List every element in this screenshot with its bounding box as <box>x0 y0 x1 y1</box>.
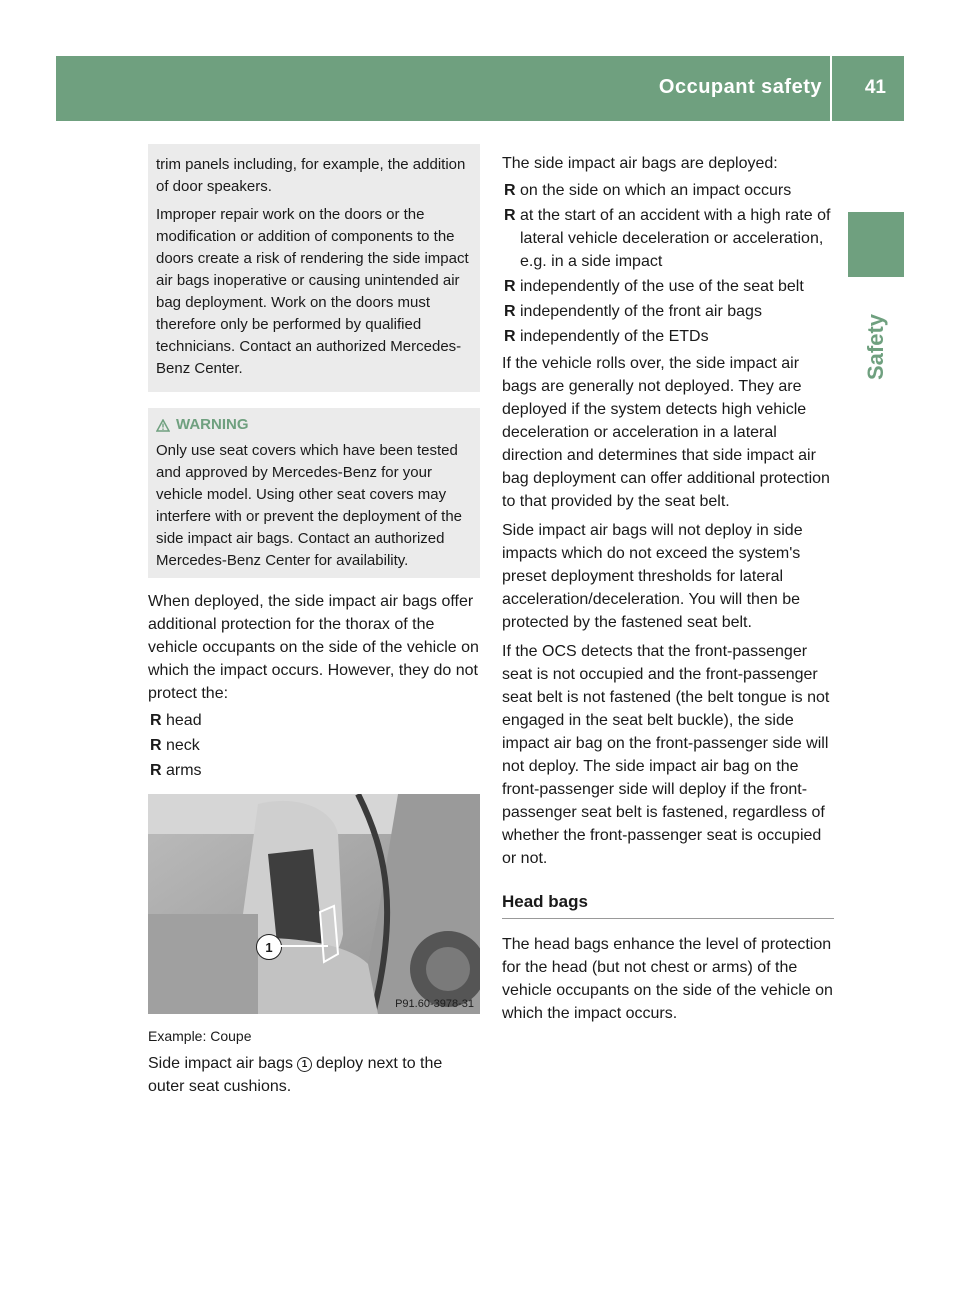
bullet-marker: R <box>150 737 162 754</box>
list-item: R on the side on which an impact occurs <box>502 179 834 202</box>
callout-number-icon: 1 <box>297 1057 312 1072</box>
callout-leader-line <box>280 945 316 947</box>
bullet-marker: R <box>150 712 162 729</box>
deployment-conditions-list <box>502 179 834 348</box>
figure-code: P91.60-3978-31 <box>395 998 474 1010</box>
header-title: Occupant safety <box>658 76 822 98</box>
left-column <box>148 144 480 1098</box>
list-item: R arms <box>148 759 480 782</box>
notice-box <box>148 144 480 392</box>
page-header-bar <box>56 56 904 121</box>
section-heading-head-bags: Head bags <box>502 892 834 919</box>
seat-photo-figure <box>148 794 480 1014</box>
warning-box <box>148 408 480 578</box>
bullet-marker: R <box>504 303 516 320</box>
deploy-intro: The side impact air bags are deployed: <box>502 155 778 172</box>
bullet-marker: R <box>504 207 516 224</box>
warning-heading <box>156 414 472 436</box>
side-airbag-location-text: Side impact air bags 1 deploy next to the outer seat cushions. <box>148 1055 443 1095</box>
list-item: R head <box>148 709 480 732</box>
car-seat-illustration <box>148 794 480 1014</box>
page-number: 41 <box>864 77 886 98</box>
header-divider <box>830 56 832 121</box>
list-item: R neck <box>148 734 480 757</box>
thresholds-paragraph: Side impact air bags will not deploy in side impacts which do not exceed the system's preset deployment thresholds for lateral acceleration/deceleration. You will then be protected by the fastened seat belt. <box>502 522 803 631</box>
warning-label: WARNING <box>176 416 249 433</box>
not-protected-list <box>148 709 480 782</box>
bullet-marker: R <box>150 762 162 779</box>
ocs-paragraph: If the OCS detects that the front-passenger seat is not occupied and the front-passenger seat belt is not fastened (the belt tongue is not engaged in the seat belt buckle), the side impact air bag on the front-passenger side will not deploy. The side impact air bag on the front-passenger side will deploy if the front-passenger seat belt is fastened, regardless of whether the front-passenger seat is occupied or not. <box>502 643 830 867</box>
bullet-marker: R <box>504 328 516 345</box>
rollover-paragraph: If the vehicle rolls over, the side impact air bags are generally not deployed. They are deployed if the system detects high vehicle deceleration or acceleration in a lateral direction and determines that side impact air bag deployment can offer additional protection to that provided by the seat belt. <box>502 355 830 510</box>
notice-paragraph-1: trim panels including, for example, the addition of door speakers. <box>156 156 466 195</box>
list-item: R independently of the ETDs <box>502 325 834 348</box>
list-item: R at the start of an accident with a high rate of lateral vehicle deceleration or acceleration, e.g. in a side impact <box>502 204 834 273</box>
bullet-marker: R <box>504 182 516 199</box>
head-bags-paragraph: The head bags enhance the level of protection for the head (but not chest or arms) of the vehicle occupants on the side of the vehicle on which the impact occurs. <box>502 936 833 1022</box>
figure-caption: Example: Coupe <box>148 1028 252 1044</box>
right-column <box>502 152 834 1025</box>
bullet-marker: R <box>504 278 516 295</box>
warning-text: Only use seat covers which have been tested and approved by Mercedes-Benz for your vehicle model. Using other seat covers may interfere with or prevent the deployment of the side impact air bags. Contact an authorized Mercedes-Benz Center for availability. <box>156 442 463 569</box>
figure-callout-1: 1 <box>256 934 282 960</box>
warning-triangle-icon <box>156 419 170 432</box>
notice-paragraph-2: Improper repair work on the doors or the modification or addition of components to the doors create a risk of rendering the side impact air bags inoperative or causing unintended air bag deployment. Work on the doors must therefore only be performed by qualified technicians. Contact an authorized Mercedes-Benz Center. <box>156 206 469 377</box>
list-item: R independently of the use of the seat belt <box>502 275 834 298</box>
protection-intro: When deployed, the side impact air bags offer additional protection for the thorax of the vehicle occupants on the side of the vehicle on which the impact occurs. However, they do not protect the: <box>148 593 479 702</box>
section-tab-label: Safety <box>863 313 888 380</box>
list-item: R independently of the front air bags <box>502 300 834 323</box>
section-tab-marker <box>848 212 904 277</box>
